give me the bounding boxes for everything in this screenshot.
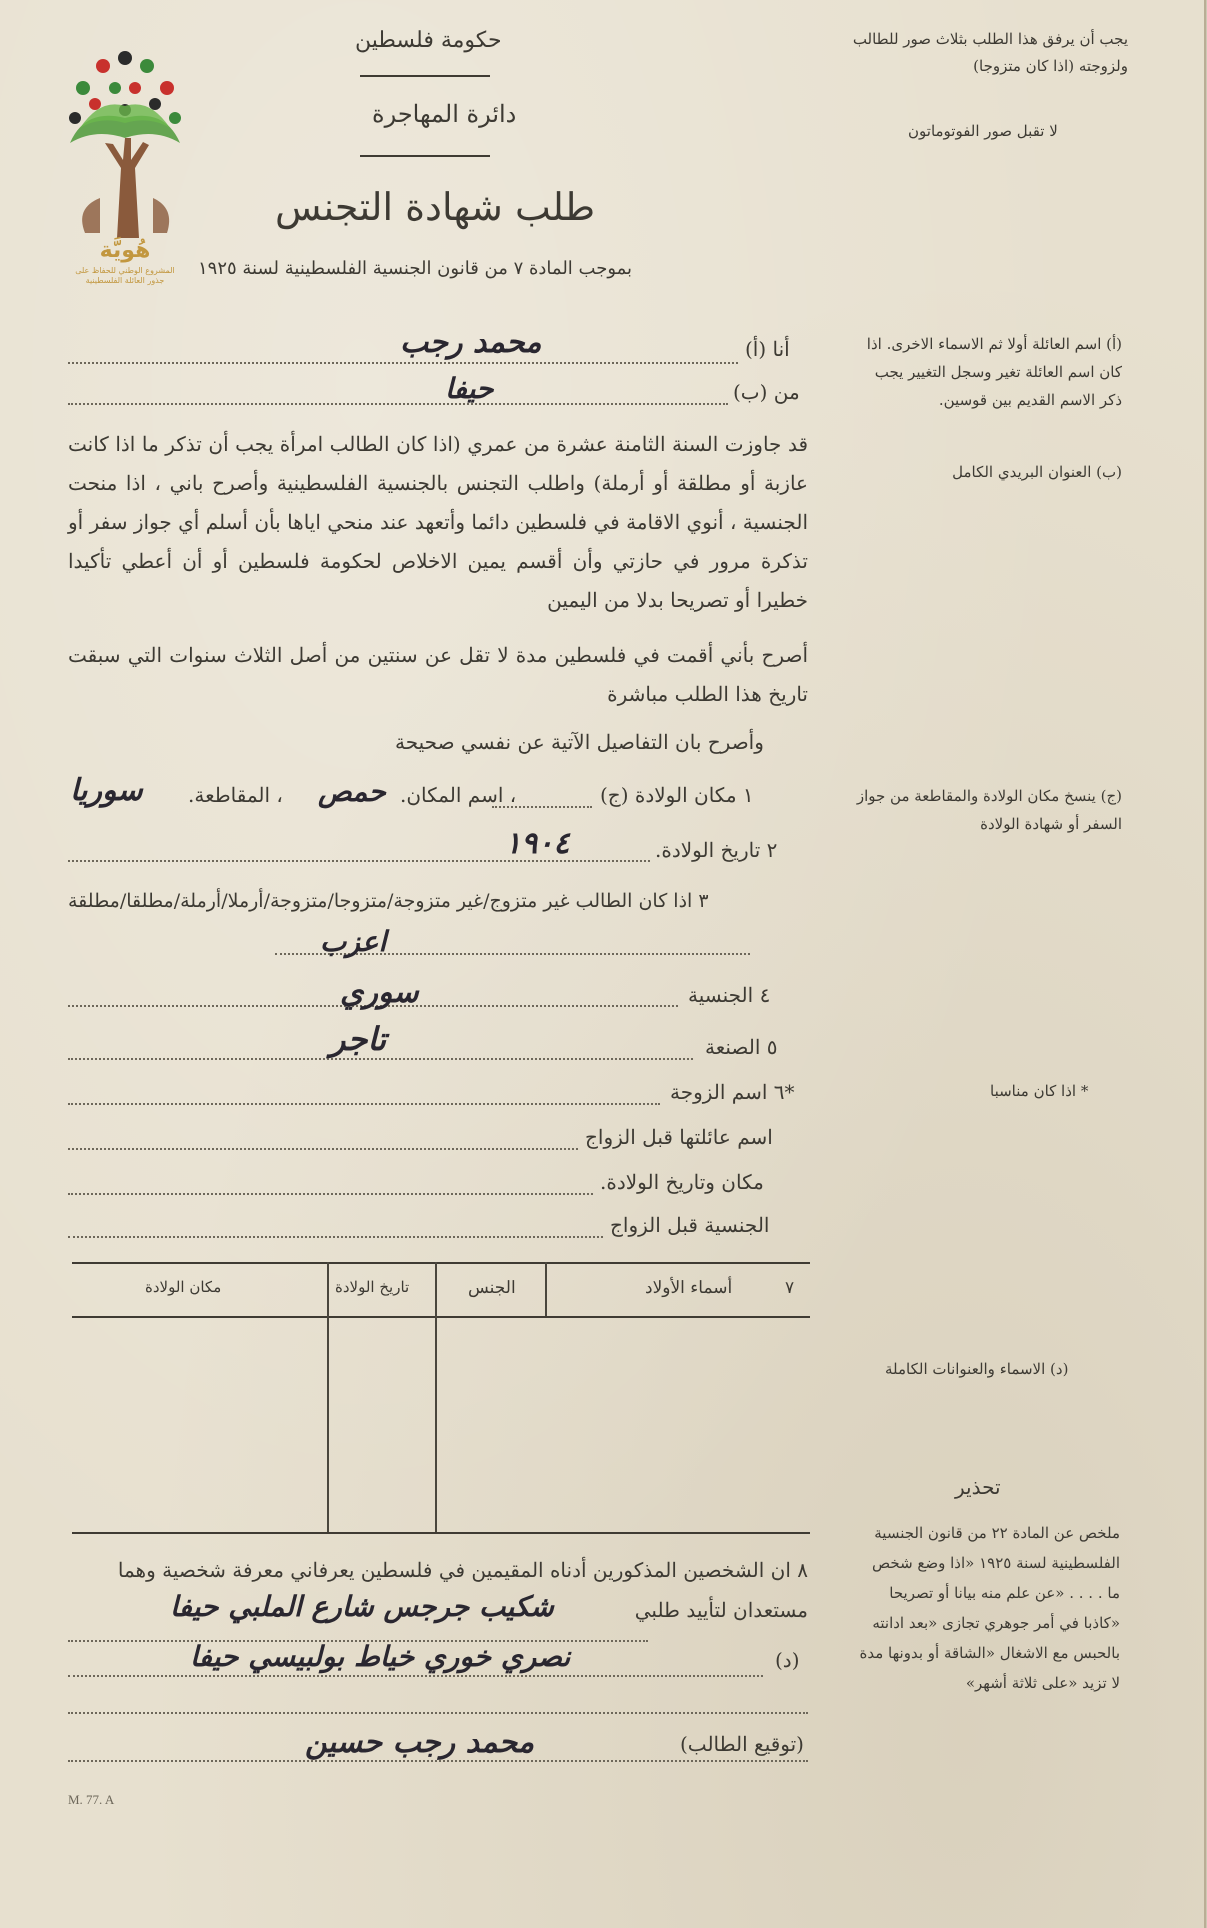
applicant-name-value: محمد رجب [400, 325, 542, 360]
wife-nationality-label: الجنسية قبل الزواج [610, 1213, 770, 1237]
photo-requirement-note: يجب أن يرفق هذا الطلب بثلاث صور للطالب ولزوجته (اذا كان متزوجا) [852, 30, 1128, 75]
occupation-line [68, 1058, 693, 1060]
column-header: مكان الولادة [145, 1278, 222, 1296]
divider [360, 155, 490, 157]
address-label: من (ب) [733, 380, 800, 404]
wife-name-label: *٦ اسم الزوجة [670, 1080, 795, 1104]
table-number: ٧ [785, 1278, 795, 1298]
reference-1-value: شكيب جرجس شارع الملبي حيفا [170, 1590, 554, 1623]
district-label: ، المقاطعة. [188, 783, 283, 807]
wife-birth-label: مكان وتاريخ الولادة. [600, 1170, 764, 1194]
birthdate-value: ١٩٠٤ [505, 826, 570, 861]
note-a: (أ) اسم العائلة أولا ثم الاسماء الاخرى. اذا كان اسم العائلة تغير وسجل التغيير يجب ذكر الاسم القديم بين قوسين. [866, 335, 1122, 409]
references-text: ٨ ان الشخصين المذكورين أدناه المقيمين في فلسطين يعرفاني معرفة شخصية وهما مستعدان لتأييد طلبي [117, 1558, 808, 1622]
birthdate-label: ٢ تاريخ الولادة. [655, 838, 778, 862]
reference-extra-line [68, 1760, 808, 1762]
form-subtitle: بموجب المادة ٧ من قانون الجنسية الفلسطينية لسنة ١٩٢٥ [198, 258, 633, 279]
applicant-name-line [68, 362, 738, 364]
particulars-text: وأصرح بان التفاصيل الآتية عن نفسي صحيحة [395, 730, 764, 754]
photo-restriction-note: لا تقبل صور الفوتوماتون [908, 122, 1058, 140]
form-title: طلب شهادة التجنس [275, 185, 596, 229]
family-tree-icon [55, 48, 195, 238]
logo-caption: جذور العائلة الفلسطينية [85, 276, 165, 285]
column-header: أسماء الأولاد [645, 1278, 733, 1298]
district-value: سوريا [70, 773, 143, 808]
nationality-value: سوري [340, 975, 419, 1010]
wife-family-line [68, 1148, 578, 1150]
marital-status-value: اعزب [320, 925, 387, 958]
wife-name-line [68, 1103, 660, 1105]
signature-value: محمد رجب حسين [305, 1725, 535, 1760]
nationality-label: ٤ الجنسية [688, 983, 771, 1007]
wife-nationality-line [68, 1236, 603, 1238]
warning-text: ملخص عن المادة ٢٢ من قانون الجنسية الفلسطينية لسنة ١٩٢٥ «اذا وضع شخص ما . . . . «عن علم منه بيانا أو تصريحا «كاذبا في أمر جوهري تجازى «بعد ادانته بالحبس مع الاشغال «الشاقة أو بدونها مدة لا تزيد «على ثلاثة أشهر» [859, 1524, 1120, 1692]
wife-family-label: اسم عائلتها قبل الزواج [585, 1125, 773, 1149]
applicant-name-label: أنا (أ) [745, 337, 790, 361]
occupation-value: تاجر [330, 1020, 387, 1058]
form-code: M. 77. A [68, 1792, 115, 1807]
department-heading: دائرة المهاجرة [372, 100, 517, 128]
column-header: الجنس [468, 1278, 516, 1298]
column-header: تاريخ الولادة [335, 1278, 410, 1296]
address-value: حيفا [445, 372, 494, 405]
hawiya-logo [55, 48, 195, 283]
marital-status-label: ٣ اذا كان الطالب غير متزوج/غير متزوجة/متزوجا/متزوجة/أرملا/أرملة/مطلقا/مطلقة [68, 890, 709, 912]
logo-name: هُويَّة [99, 238, 151, 263]
address-line [68, 403, 728, 405]
warning-title: تحذير [955, 1475, 1001, 1499]
government-heading: حكومة فلسطين [355, 28, 502, 53]
reference-2-label: (د) [775, 1648, 800, 1672]
signature-label: (توقيع الطالب) [680, 1732, 804, 1756]
divider [360, 75, 490, 77]
place-name-value: حمص [318, 775, 386, 808]
birthplace-label: ١ مكان الولادة (ج) [600, 783, 754, 807]
place-name-label: ، اسم المكان. [400, 783, 517, 807]
note-c: (ج) ينسخ مكان الولادة والمقاطعة من جواز السفر أو شهادة الولادة [856, 787, 1122, 833]
declaration-text: قد جاوزت السنة الثامنة عشرة من عمري (اذا كان الطالب امرأة يجب أن تذكر ما اذا كانت عازبة أو مطلقة أو أرملة) واطلب التجنس بالجنسية الفلسطينية وأصرح باني ، اذا منحت الجنسية ، أنوي الاقامة في فلسطين دائما وأتعهد عند منحي اياها بأن أسلم أي جواز سفر أو تذكرة مرور في حازتي وأن أقسم يمين الاخلاص لحكومة فلسطين أو أن أعطي تأكيدا خطيرا أو تصريحا بدلا من اليمين [68, 432, 808, 612]
note-star: * اذا كان مناسبا [990, 1082, 1089, 1100]
residence-text: أصرح بأني أقمت في فلسطين مدة لا تقل عن سنتين من أصل الثلاث سنوات التي سبقت تاريخ هذا الطلب مباشرة [68, 643, 808, 706]
note-d: (د) الاسماء والعنوانات الكاملة [885, 1360, 1069, 1378]
reference-2-line [68, 1675, 763, 1677]
occupation-label: ٥ الصنعة [705, 1035, 778, 1059]
reference-2-value: نصري خوري خياط بولبيسي حيفا [190, 1640, 571, 1673]
note-b: (ب) العنوان البريدي الكامل [952, 463, 1122, 481]
wife-birth-line [68, 1193, 593, 1195]
logo-caption: المشروع الوطني للحفاظ على [75, 266, 175, 275]
reference-extra-line [68, 1712, 808, 1714]
